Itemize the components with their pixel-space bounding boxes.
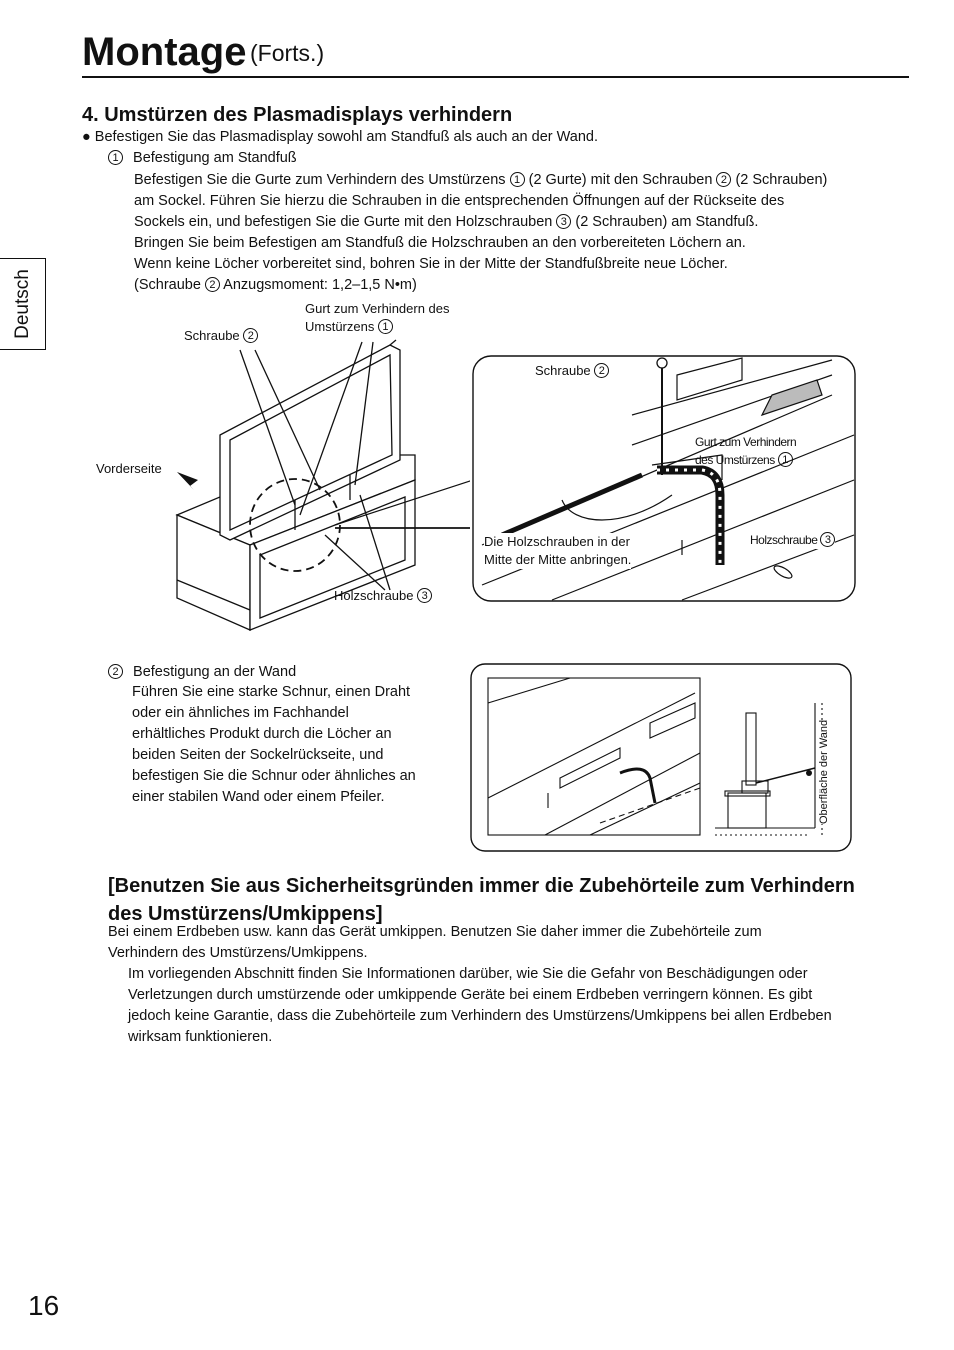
page-number: 16: [28, 1290, 60, 1321]
step2-title-line: [108, 662, 296, 683]
fig1-vorderseite-label: Vorderseite: [96, 461, 162, 476]
warning-body-line4: wirksam funktionieren.: [128, 1029, 273, 1045]
step2-line: erhältliches Produkt durch die Löcher an: [132, 726, 392, 742]
warning-body-line3: jedoch keine Garantie, dass die Zubehörteile zum Verhindern des Umstürzens/Umkippens bei allen Erdbeben: [128, 1008, 832, 1024]
step1-text-3b: (2 Schrauben) am Standfuß.: [575, 214, 759, 230]
warning-intro-line2: Verhindern des Umstürzens/Umkippens.: [108, 945, 368, 961]
language-tab: [0, 258, 46, 350]
ref-1-icon: 1: [510, 172, 525, 187]
step1-body: [134, 170, 924, 296]
fig3-wall-label: Oberfläche der Wand: [818, 719, 830, 824]
ref-1-icon: 1: [378, 319, 393, 334]
step2-body: [132, 682, 462, 808]
step1-text-1a: Befestigen Sie die Gurte zum Verhindern des Umstürzens: [134, 172, 506, 188]
fig2-schraube-text: Schraube: [535, 363, 591, 378]
fig1-gurt-label: [305, 300, 450, 336]
ref-3-icon: 3: [417, 588, 432, 603]
warning-body-line1: Im vorliegenden Abschnitt finden Sie Informationen darüber, wie Sie die Gefahr von Beschädigungen oder: [128, 966, 808, 982]
warning-body: [128, 964, 832, 1048]
step2-title: Befestigung an der Wand: [133, 664, 297, 680]
language-tab-label: Deutsch: [11, 269, 33, 339]
fig1-holzschraube-text: Holzschraube: [334, 588, 414, 603]
step1-line6: [134, 275, 924, 296]
ref-2-icon: 2: [716, 172, 731, 187]
fig1-gurt-line1: Gurt zum Verhindern des: [305, 301, 450, 316]
ref-1-icon: 1: [778, 452, 793, 467]
step2-line: befestigen Sie die Schnur oder ähnliches an: [132, 768, 416, 784]
step1-text-1c: (2 Schrauben): [735, 172, 828, 188]
section-heading: 4. Umstürzen des Plasmadisplays verhindern: [82, 104, 513, 126]
warning-intro-line1: Bei einem Erdbeben usw. kann das Gerät umkippen. Benutzen Sie daher immer die Zubehörteile zum: [108, 924, 762, 940]
fig2-schraube-label: [535, 362, 609, 380]
fig2-mitte-line1: Die Holzschrauben in der: [484, 534, 630, 549]
step1-line3: [134, 212, 924, 233]
page-title: Montage: [82, 30, 247, 74]
fig2-mitte-label: [484, 533, 631, 569]
fig1-holzschraube-label: [334, 587, 432, 605]
step2-line: einer stabilen Wand oder einem Pfeiler.: [132, 789, 385, 805]
step1-line2: am Sockel. Führen Sie hierzu die Schrauben in die entsprechenden Öffnungen auf der Rückseite des: [134, 193, 785, 209]
bullet-text: ● Befestigen Sie das Plasmadisplay sowohl am Standfuß als auch an der Wand.: [82, 129, 598, 145]
fig1-schraube-label: [184, 327, 258, 345]
step2-number-icon: 2: [108, 664, 123, 679]
fig2-gurt-line2: des Umstürzens: [695, 453, 775, 467]
step1-title: Befestigung am Standfuß: [133, 150, 297, 166]
step1-line5: Wenn keine Löcher vorbereitet sind, bohren Sie in der Mitte der Standfußbreite neue Löcher.: [134, 256, 728, 272]
step1-text-3a: Sockels ein, und befestigen Sie die Gurte mit den Holzschrauben: [134, 214, 553, 230]
fig2-gurt-line1: Gurt zum Verhindern: [695, 435, 797, 449]
warning-heading: [Benutzen Sie aus Sicherheitsgründen immer die Zubehörteile zum Verhindern des Umstürzens/Umkippens]: [108, 875, 855, 925]
warning-intro: [108, 922, 762, 964]
page-subtitle: (Forts.): [250, 40, 325, 66]
step1-text-1b: (2 Gurte) mit den Schrauben: [528, 172, 713, 188]
fig2-holzschraube-text: Holzschraube: [750, 533, 818, 547]
step2-line: beiden Seiten der Sockelrückseite, und: [132, 747, 384, 763]
warning-body-line2: Verletzungen durch umstürzende oder umkippende Geräte bei einem Erdbeben verringern können. Es gibt: [128, 987, 813, 1003]
fig2-mitte-line2: Mitte der Mitte anbringen.: [484, 552, 632, 567]
ref-2-icon: 2: [594, 363, 609, 378]
header-rule: [82, 76, 909, 78]
step1-line4: Bringen Sie beim Befestigen am Standfuß die Holzschrauben an den vorbereiteten Löchern an.: [134, 235, 746, 251]
fig1-schraube-text: Schraube: [184, 328, 240, 343]
step1-title-line: [108, 148, 297, 169]
ref-2-icon: 2: [243, 328, 258, 343]
fig2-holzschraube-label: [750, 531, 835, 549]
wall-attachment-illustration: [470, 663, 852, 853]
ref-2-icon: 2: [205, 277, 220, 292]
ref-3-icon: 3: [556, 214, 571, 229]
fig1-gurt-line2: Umstürzens: [305, 319, 375, 334]
fig2-gurt-line2-wrap: [695, 451, 796, 469]
step2-line: oder ein ähnliches im Fachhandel: [132, 705, 349, 721]
step1-text-6a: (Schraube: [134, 277, 201, 293]
step1-text-6b: Anzugsmoment: 1,2–1,5 N•m): [223, 277, 417, 293]
step2-line: Führen Sie eine starke Schnur, einen Draht: [132, 684, 411, 700]
fig1-gurt-line2-wrap: [305, 318, 450, 336]
step1-number-icon: 1: [108, 150, 123, 165]
step1-line1: [134, 170, 924, 191]
ref-3-icon: 3: [820, 532, 835, 547]
fig2-gurt-label: [695, 433, 796, 469]
